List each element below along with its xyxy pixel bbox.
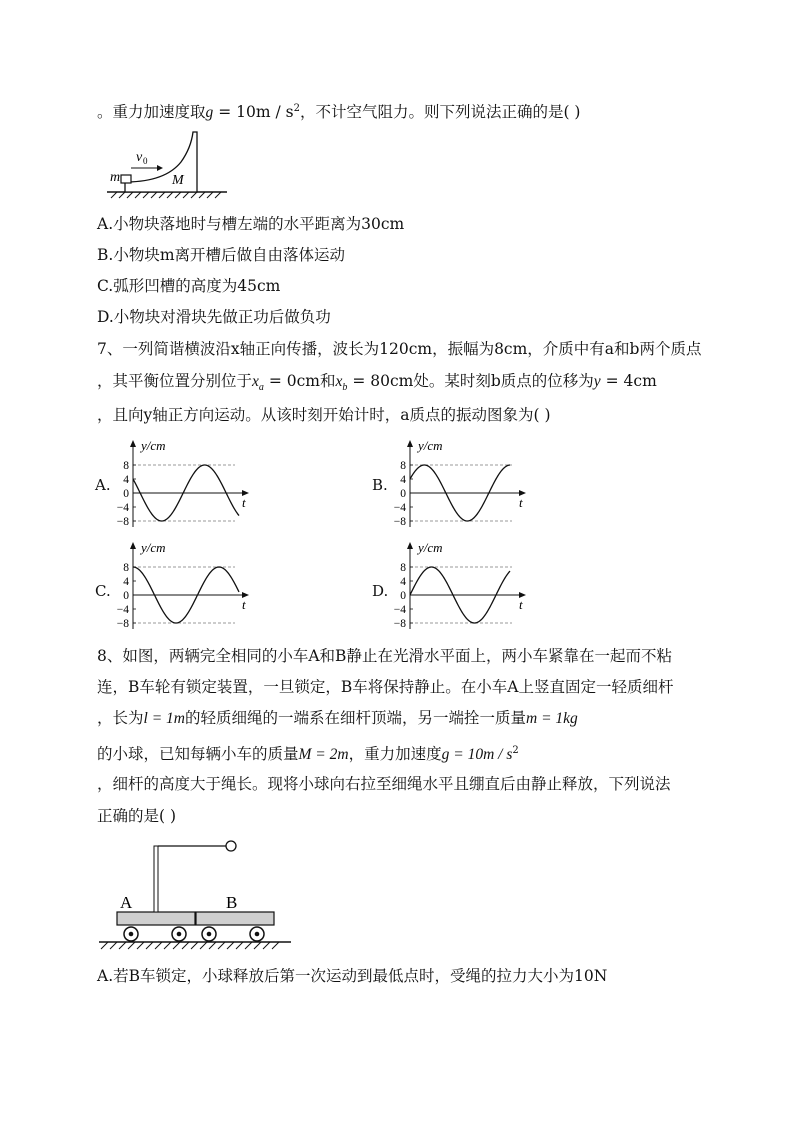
q7-graph-d-tick-label: 8 <box>400 562 406 574</box>
q7-and: 和 <box>320 372 336 390</box>
q7-graph-b-tick-label: −8 <box>393 516 406 528</box>
q6-option-b: B.小物块m离开槽后做自由落体运动 <box>97 246 346 264</box>
q6-intro-text: 。重力加速度取 <box>97 103 206 122</box>
q6-fig-v0: v <box>136 150 143 165</box>
q8-line6: 正确的是( ) <box>97 807 177 825</box>
q7-graph-d-y-arrow <box>407 542 413 549</box>
q6-fig-m: m <box>110 170 121 185</box>
q7-graph-a-tlabel: t <box>242 495 246 510</box>
q7-graph-b-ylabel: y/cm <box>418 438 443 453</box>
q7-graph-a-tick-label: −4 <box>116 502 129 514</box>
q8-line3-a: ，长为 <box>97 709 144 727</box>
q7-graph-d-tlabel: t <box>519 597 523 612</box>
cart-b <box>196 912 274 925</box>
q8-g-expr: g = 10m / s <box>441 746 513 764</box>
q7-graph-c-tick-label: −4 <box>116 604 129 616</box>
q8-option-a: A.若B车锁定，小球释放后第一次运动到最低点时，受绳的拉力大小为10N <box>97 967 608 985</box>
q6-option-a: A.小物块落地时与槽左端的水平距离为30cm <box>97 215 405 233</box>
q7-graph-c-tick-label: 0 <box>123 590 129 602</box>
q6-g-symbol: g <box>205 104 214 122</box>
q7-graph-c-tick-label: 4 <box>123 576 129 588</box>
q7-graph-b-tlabel: t <box>519 495 523 510</box>
q7-xb-val: = 80cm <box>347 372 414 390</box>
q7-choice-a: A. <box>95 476 111 494</box>
q7-graph-d-tick-label: −4 <box>393 604 406 616</box>
q7-line3: ，且向y轴正方向运动。从该时刻开始计时，a质点的振动图象为( ) <box>97 406 551 424</box>
q8-M-expr: M = 2m <box>298 746 349 764</box>
q7-graph-a-tick-label: 4 <box>123 474 129 486</box>
q7-xa: x <box>252 373 259 390</box>
q6-g-exponent: 2 <box>293 103 300 114</box>
q7-graph-d-tick-label: −8 <box>393 618 406 630</box>
q7-graph-b <box>390 436 535 528</box>
q7-graph-b-y-arrow <box>407 440 413 447</box>
q6-intro <box>97 99 580 123</box>
q7-line1: 7、一列简谐横波沿x轴正向传播，波长为120cm，振幅为8cm，介质中有a和b两个质点 <box>97 340 702 358</box>
cart-a <box>117 912 195 925</box>
q8-g-exponent: 2 <box>512 745 519 756</box>
q7-choice-d: D. <box>372 582 389 600</box>
q6-fig-v0-sub: 0 <box>143 156 148 166</box>
q7-graph-c-tick-label: −8 <box>116 618 129 630</box>
q8-line3-b: 的轻质细绳的一端系在细杆顶端，另一端拴一质量 <box>184 709 526 727</box>
q7-graph-a-tick-label: 8 <box>123 460 129 472</box>
q7-choice-c: C. <box>95 582 111 600</box>
q8-fig-label-b: B <box>226 893 238 912</box>
q7-graph-d-tick-label: 4 <box>400 576 406 588</box>
q7-graph-d-tick-label: 0 <box>400 590 406 602</box>
q7-y-val: = 4cm <box>600 372 657 390</box>
q7-xb-sub: b <box>342 382 348 394</box>
q7-xa-val: = 0cm <box>263 372 320 390</box>
q6-g-value: = 10m / s <box>213 103 294 122</box>
q6-intro-tail: ，不计空气阻力。则下列说法正确的是( ) <box>299 103 581 122</box>
ball <box>226 841 236 851</box>
q7-y-sym: y <box>593 373 601 390</box>
q6-option-d: D.小物块对滑块先做正功后做负功 <box>97 308 331 326</box>
q7-graph-a-tick-label: 0 <box>123 488 129 500</box>
q7-graph-c-ylabel: y/cm <box>141 540 166 555</box>
q8-fig-label-a: A <box>120 893 133 912</box>
q8-m-expr: m = 1kg <box>526 710 578 727</box>
q7-graph-c-tick-label: 8 <box>123 562 129 574</box>
q8-line4-b: ，重力加速度 <box>348 745 442 764</box>
q7-graph-a <box>113 436 258 528</box>
q8-line3 <box>97 708 578 729</box>
q7-graph-b-tick-label: 8 <box>400 460 406 472</box>
q8-line1: 8、如图，两辆完全相同的小车A和B静止在光滑水平面上，两小车紧靠在一起而不粘 <box>97 647 672 665</box>
q7-graph-d <box>390 538 535 630</box>
q6-fig-M: M <box>172 173 184 188</box>
q8-line4-a: 的小球，已知每辆小车的质量 <box>97 745 299 764</box>
q7-graph-c-tlabel: t <box>242 597 246 612</box>
q8-line2: 连，B车轮有锁定装置，一旦锁定，B车将保持静止。在小车A上竖直固定一轻质细杆 <box>97 678 674 696</box>
q7-xa-sub: a <box>258 382 264 394</box>
q7-graph-b-tick-label: 0 <box>400 488 406 500</box>
q7-line2-a: ，其平衡位置分别位于 <box>97 372 253 390</box>
q7-line2 <box>97 371 657 398</box>
q8-l-expr: l = 1m <box>143 710 185 727</box>
q7-graph-b-tick-label: −4 <box>393 502 406 514</box>
q7-graph-a-tick-label: −8 <box>116 516 129 528</box>
q7-graph-a-y-arrow <box>130 440 136 447</box>
q6-figure-track <box>105 128 230 206</box>
q6-option-c: C.弧形凹槽的高度为45cm <box>97 277 281 295</box>
q7-line2-b: 处。某时刻b质点的位移为 <box>413 372 594 390</box>
q8-line5: ，细杆的高度大于绳长。现将小球向右拉至细绳水平且绷直后由静止释放，下列说法 <box>97 775 671 793</box>
q8-figure-carts <box>95 832 295 954</box>
q7-graph-b-tick-label: 4 <box>400 474 406 486</box>
rod <box>154 846 158 912</box>
q7-graph-c-y-arrow <box>130 542 136 549</box>
q7-graph-c <box>113 538 258 630</box>
q8-line4 <box>97 741 519 765</box>
q7-graph-a-ylabel: y/cm <box>141 438 166 453</box>
q7-xb: x <box>335 373 343 390</box>
q7-graph-d-ylabel: y/cm <box>418 540 443 555</box>
q7-choice-b: B. <box>372 476 388 494</box>
